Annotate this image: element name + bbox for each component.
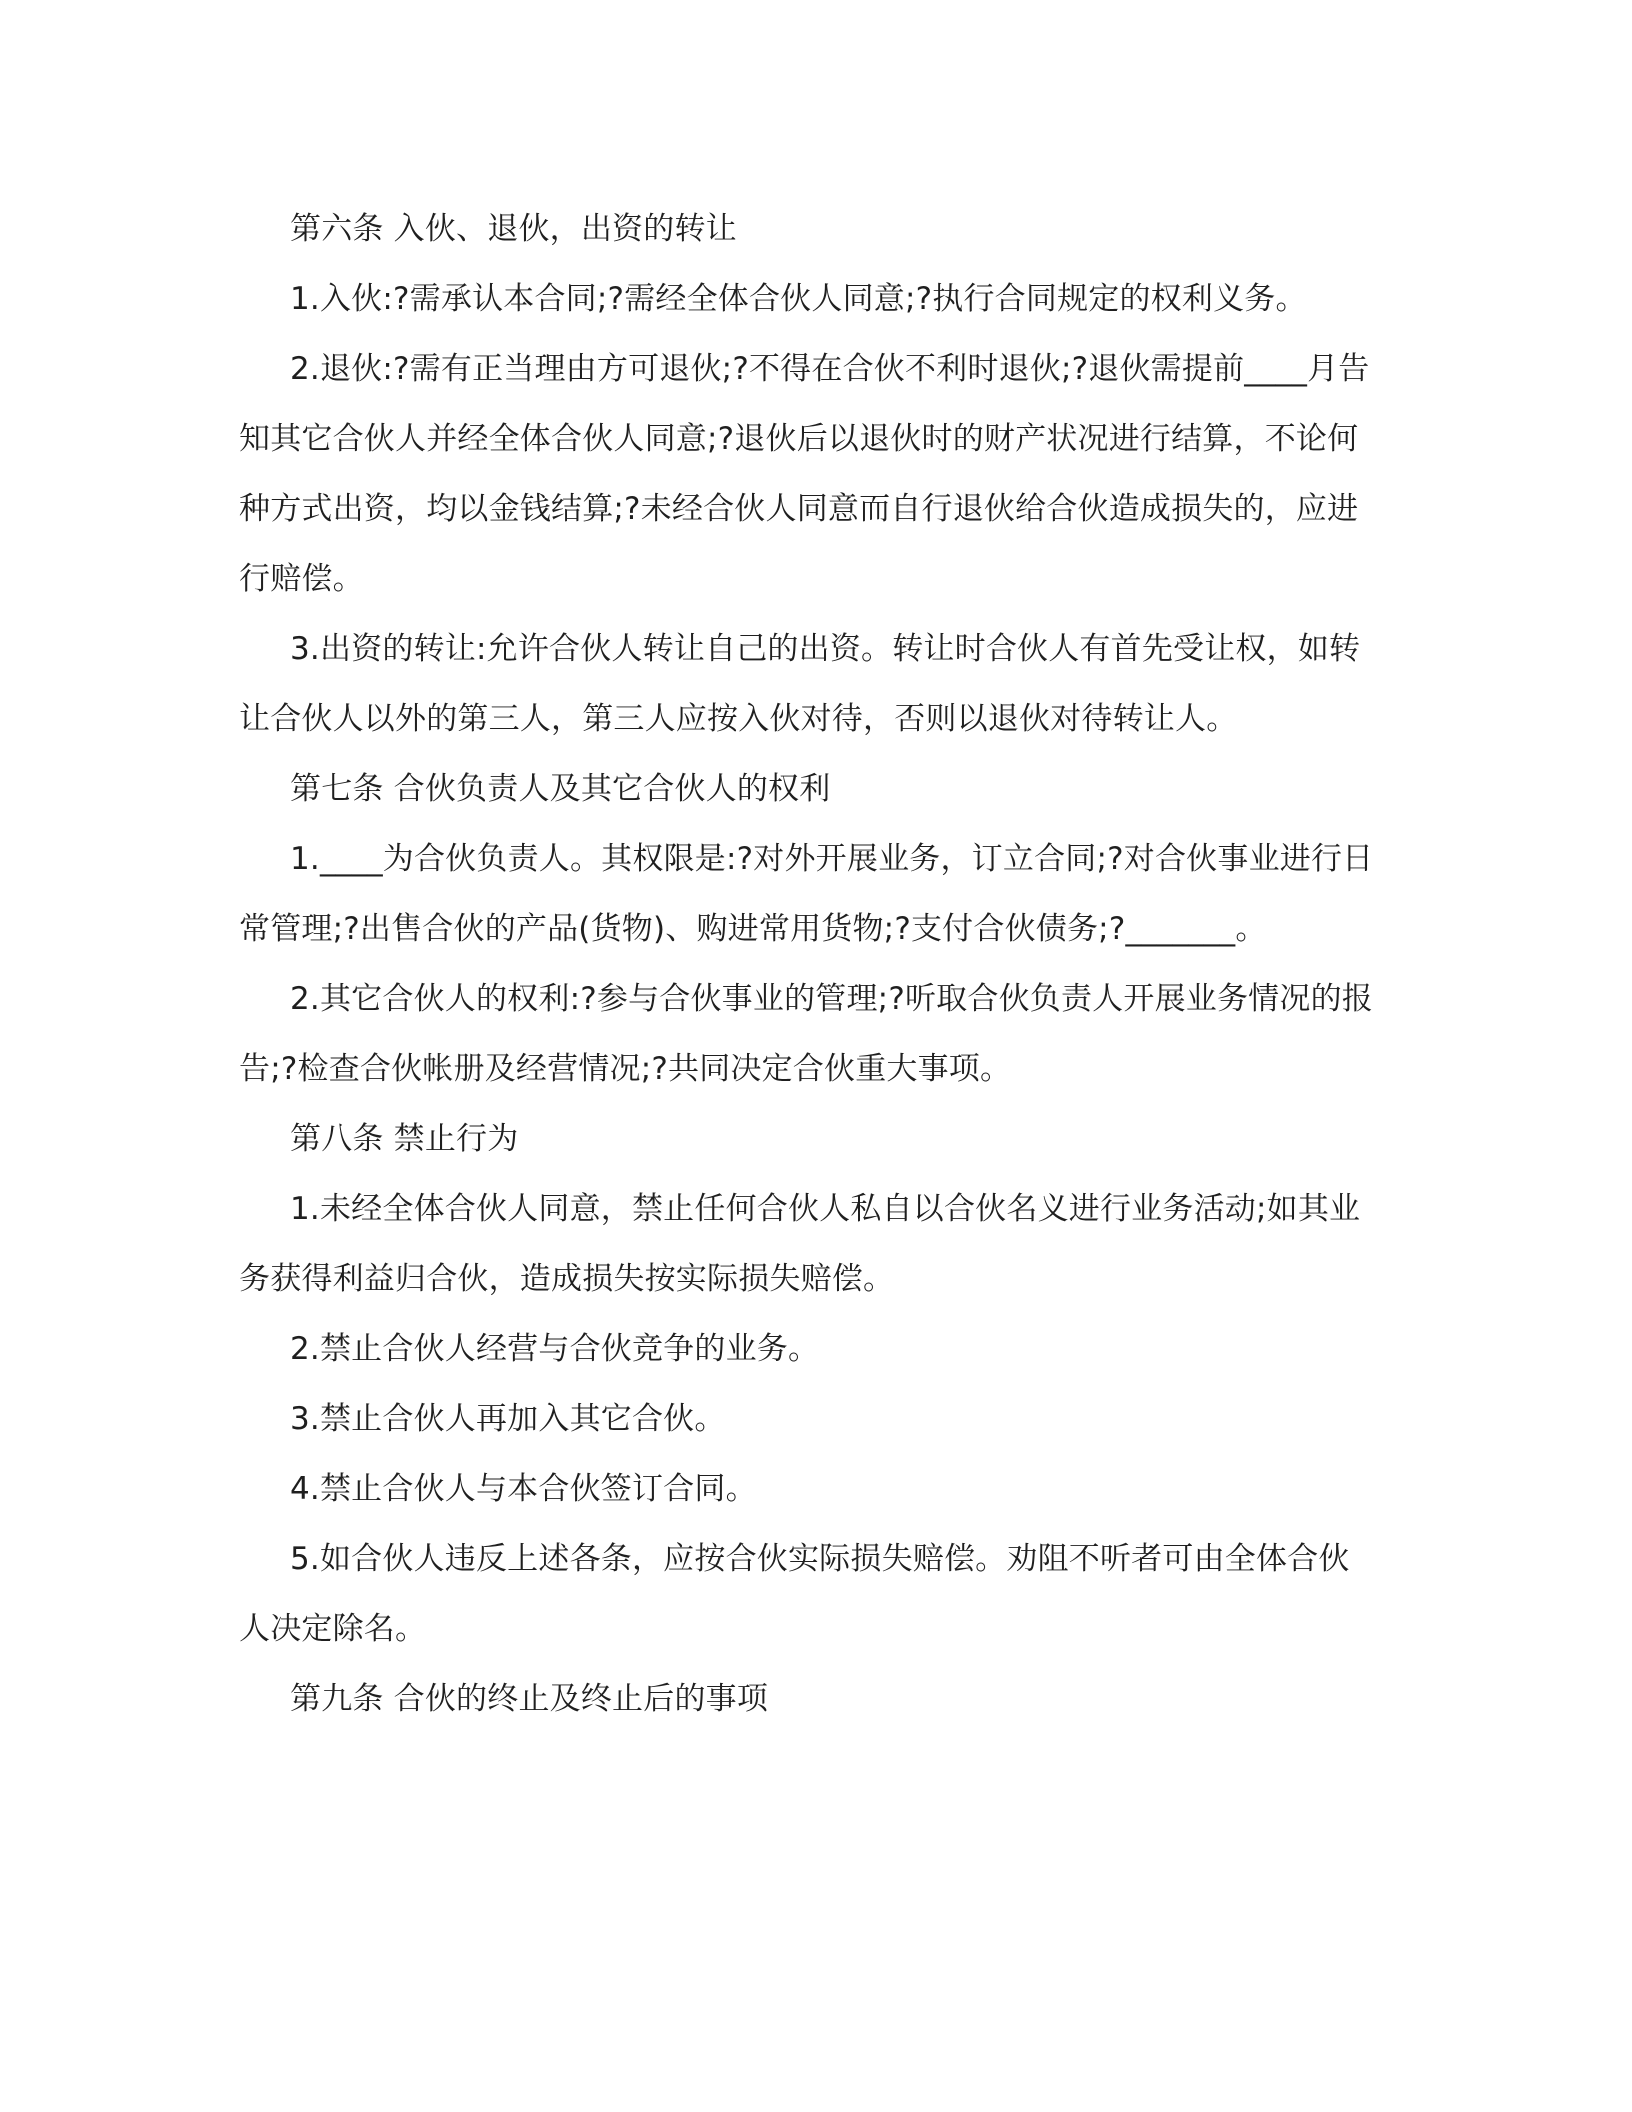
article-8-clause-2: 2.禁止合伙人经营与合伙竞争的业务。 — [290, 1331, 820, 1367]
article-8-clause-1: 1.未经全体合伙人同意，禁止任何合伙人私自以合伙名义进行业务活动;如其业务获得利益归合伙，造成损失按实际损失赔偿。 — [239, 1191, 1361, 1297]
article-8-heading: 第八条 禁止行为 — [290, 1121, 519, 1157]
article-6-heading: 第六条 入伙、退伙，出资的转让 — [290, 211, 737, 247]
document-body — [239, 194, 1379, 1734]
article-7-clause-1: 1.____为合伙负责人。其权限是:?对外开展业务，订立合同;?对合伙事业进行日常管理;?出售合伙的产品(货物)、购进常用货物;?支付合伙债务;?_______。 — [239, 841, 1374, 947]
article-7-clause-2: 2.其它合伙人的权利:?参与合伙事业的管理;?听取合伙负责人开展业务情况的报告;?检查合伙帐册及经营情况;?共同决定合伙重大事项。 — [239, 981, 1373, 1087]
article-8-clause-5: 5.如合伙人违反上述各条，应按合伙实际损失赔偿。劝阻不听者可由全体合伙人决定除名。 — [239, 1541, 1350, 1647]
article-6-clause-1: 1.入伙:?需承认本合同;?需经全体合伙人同意;?执行合同规定的权利义务。 — [290, 281, 1307, 317]
article-7-heading: 第七条 合伙负责人及其它合伙人的权利 — [290, 771, 831, 807]
article-8-clause-4: 4.禁止合伙人与本合伙签订合同。 — [290, 1471, 757, 1507]
article-6-clause-3: 3.出资的转让:允许合伙人转让自己的出资。转让时合伙人有首先受让权，如转让合伙人以外的第三人，第三人应按入伙对待，否则以退伙对待转让人。 — [239, 631, 1361, 737]
article-8-clause-3: 3.禁止合伙人再加入其它合伙。 — [290, 1401, 726, 1437]
article-9-heading: 第九条 合伙的终止及终止后的事项 — [290, 1681, 769, 1717]
article-6-clause-2: 2.退伙:?需有正当理由方可退伙;?不得在合伙不利时退伙;?退伙需提前____月告知其它合伙人并经全体合伙人同意;?退伙后以退伙时的财产状况进行结算，不论何种方式出资，均以金钱结算;?未经合伙人同意而自行退伙给合伙造成损失的，应进行赔偿。 — [239, 351, 1370, 597]
